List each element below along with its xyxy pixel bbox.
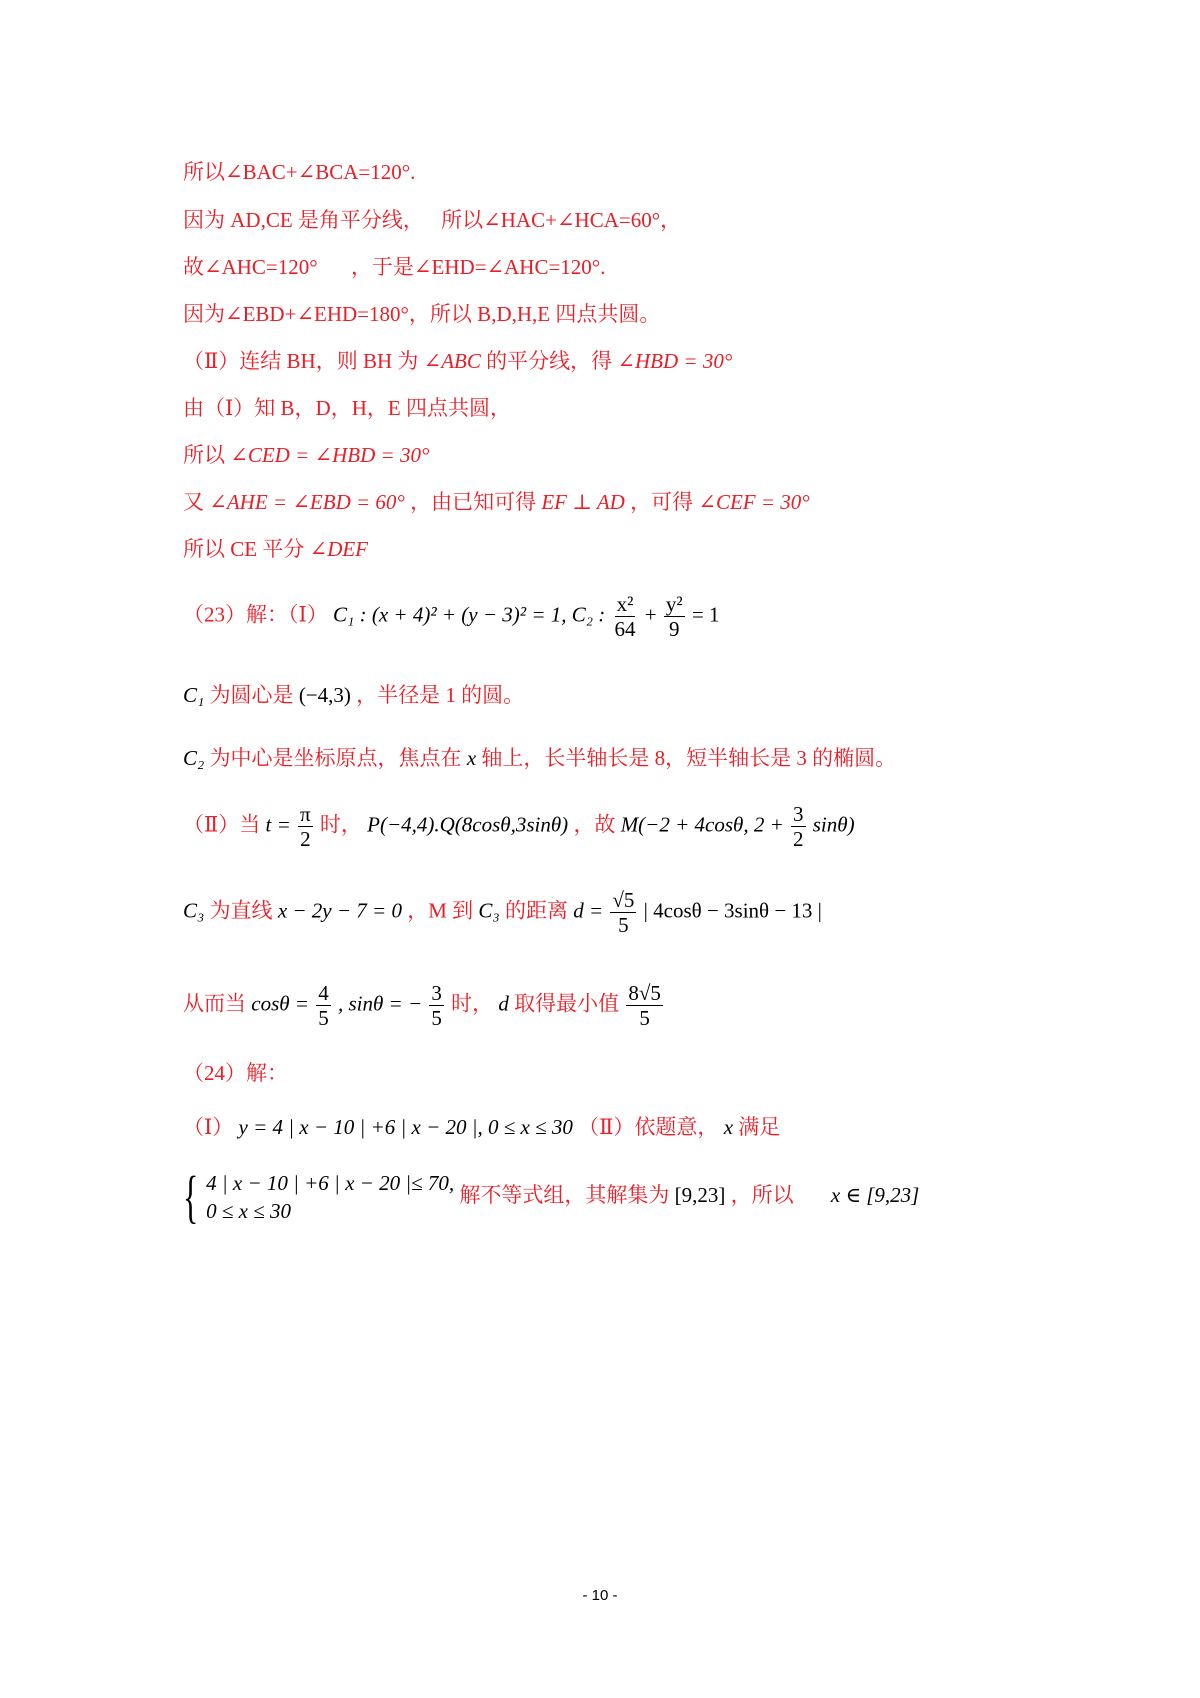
- fraction-x2-over-64: $\frac{\text{x²}}{64}$: [614, 592, 636, 641]
- line-q24-parts: （Ⅰ） y = 4 | x − 10 | +6 | x − 20 |, 0 ≤ x ≤ 30 （Ⅱ）依题意， x 满足: [183, 1115, 781, 1139]
- line-inequality-system: { 4 | x − 10 | +6 | x − 20 |≤ 70, 0 ≤ x ≤ 30 解不等式组，其解集为 [9,23] ，所以 x ∈ [9,23]: [183, 1164, 920, 1229]
- line-bisector: 因为 AD,CE 是角平分线， 所以∠HAC+∠HCA=60°，: [183, 208, 682, 232]
- line-ahc: 故∠AHC=120° ，于是∠EHD=∠AHC=120°.: [183, 255, 606, 279]
- line-q23-part2: （Ⅱ）当 t = $\frac{\pi}{2}$ 时， P(−4,4).Q(8cosθ,3sinθ) ，故 M(−2 + 4cosθ, 2 + $\frac{3}{2}$ sinθ): [183, 802, 855, 851]
- fraction-pi-over-2: $\frac{\pi}{2}$: [300, 802, 311, 851]
- line-from-part1: 由（Ⅰ）知 B，D，H，E 四点共圆，: [183, 396, 511, 420]
- inequality-system: 4 | x − 10 | +6 | x − 20 |≤ 70, 0 ≤ x ≤ 30: [206, 1171, 455, 1223]
- fraction-3-over-5: $\frac{3}{5}$: [431, 981, 442, 1030]
- line-ce-bisects: 所以 CE 平分 ∠DEF: [183, 537, 369, 561]
- line-minimum: 从而当 cosθ = $\frac{4}{5}$ , sinθ = − $\frac{3}{5}$ 时， d 取得最小值 $\frac{8√5}{5}$: [183, 981, 661, 1030]
- line-c2-desc: C₂ 为中心是坐标原点，焦点在 x 轴上，长半轴长是 8，短半轴长是 3 的椭圆。: [183, 746, 897, 770]
- fraction-3-over-2: $\frac{3}{2}$: [793, 802, 804, 851]
- line-q23-part1: （23）解：（Ⅰ） C₁ : (x + 4)² + (y − 3)² = 1, C₂ : $\frac{\text{x²}}{64}$ + $\frac{\text{y²}}{9}$ = 1: [183, 592, 720, 641]
- line-c1-desc: C₁ 为圆心是 (−4,3) ，半径是 1 的圆。: [183, 683, 525, 707]
- line-concyclic: 因为∠EBD+∠EHD=180°，所以 B,D,H,E 四点共圆。: [183, 302, 661, 326]
- line-ahe: 又 ∠AHE = ∠EBD = 60° ，由已知可得 EF ⊥ AD ，可得 ∠CEF = 30°: [183, 490, 810, 514]
- fraction-4-over-5: $\frac{4}{5}$: [318, 981, 329, 1030]
- line-q24: （24）解：: [183, 1061, 288, 1085]
- line-angle-sum: 所以∠BAC+∠BCA=120°.: [183, 160, 416, 184]
- line-c3-distance: C₃ 为直线 x − 2y − 7 = 0 ，M 到 C₃ 的距离 d = $\frac{√5}{5}$ | 4cosθ − 3sinθ − 13 |: [183, 888, 822, 937]
- page-number: - 10 -: [582, 1587, 618, 1604]
- fraction-sqrt5-over-5: $\frac{√5}{5}$: [612, 888, 635, 937]
- fraction-8sqrt5-over-5: $\frac{8√5}{5}$: [628, 981, 661, 1030]
- line-ced: 所以 ∠CED = ∠HBD = 30°: [183, 443, 430, 467]
- fraction-y2-over-9: $\frac{\text{y²}}{9}$: [665, 592, 683, 641]
- left-brace: {: [183, 1164, 199, 1229]
- line-part2-bh: （Ⅱ）连结 BH，则 BH 为 ∠ABC 的平分线，得 ∠HBD = 30°: [183, 349, 733, 373]
